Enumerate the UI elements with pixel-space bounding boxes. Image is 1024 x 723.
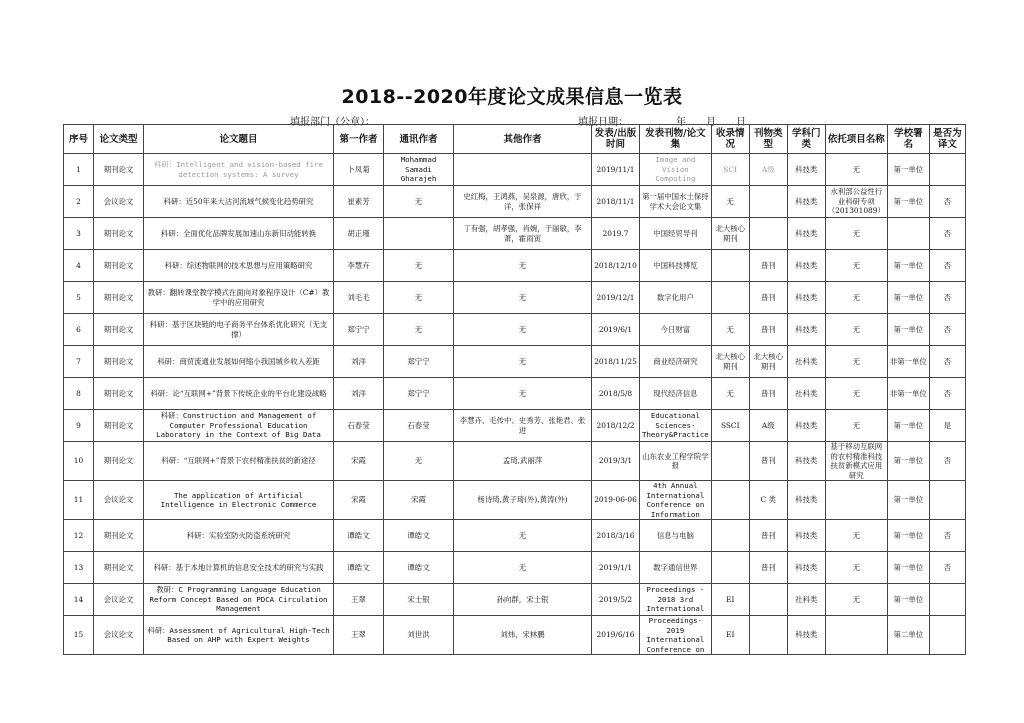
paper-title-cell: 科研：近50年来大沽河流域气候变化趋势研究 (144, 186, 334, 218)
paper-type-cell: 期刊论文 (94, 282, 144, 314)
is-translation-cell: 否 (929, 378, 965, 410)
row-number-cell: 11 (64, 481, 94, 520)
publish-date-cell: 2018/3/16 (592, 520, 640, 552)
corresponding-author-cell: 无 (384, 250, 454, 282)
school-signature-cell (887, 218, 929, 250)
journal-name-cell: 第一届中国水土保持学术大会论文集 (640, 186, 712, 218)
journal-type-cell: 普刊 (749, 442, 787, 481)
subject-category-cell: 科技类 (787, 552, 825, 584)
project-name-cell: 基于移动互联网的农村精准科技扶贫新模式应用研究 (825, 442, 887, 481)
paper-type-cell: 会议论文 (94, 186, 144, 218)
other-authors-cell: 杨诗琦,黄子琦(外),黄涛(外) (454, 481, 592, 520)
corresponding-author-cell: 无 (384, 442, 454, 481)
publish-date-cell: 2019/1/1 (592, 552, 640, 584)
row-number-cell: 1 (64, 154, 94, 186)
column-header: 通讯作者 (384, 125, 454, 154)
column-header: 发表刊物/论文集 (640, 125, 712, 154)
indexing-cell: 无 (711, 314, 749, 346)
school-signature-cell: 第一单位 (887, 186, 929, 218)
header-row (64, 125, 966, 154)
page-title: 2018--2020年度论文成果信息一览表 (341, 86, 683, 108)
journal-name-cell: 数字通信世界 (640, 552, 712, 584)
paper-type-cell: 期刊论文 (94, 346, 144, 378)
subject-category-cell: 科技类 (787, 154, 825, 186)
corresponding-author-cell: 郑宁宁 (384, 378, 454, 410)
paper-title-cell: 科研：基于区块链的电子商务平台体系优化研究（无支撑） (144, 314, 334, 346)
other-authors-cell: 孙向群，宋士银 (454, 584, 592, 616)
other-authors-cell: 孟琦,武丽萍 (454, 442, 592, 481)
journal-name-cell: 中国科技博览 (640, 250, 712, 282)
row-number-cell: 14 (64, 584, 94, 616)
other-authors-cell: 无 (454, 346, 592, 378)
journal-name-cell: 商业经济研究 (640, 346, 712, 378)
column-header: 发表/出版时间 (592, 125, 640, 154)
column-header: 第一作者 (334, 125, 384, 154)
corresponding-author-cell: 无 (384, 186, 454, 218)
column-header: 论文题目 (144, 125, 334, 154)
school-signature-cell: 第一单位 (887, 520, 929, 552)
journal-type-cell: C 类 (749, 481, 787, 520)
paper-type-cell: 会议论文 (94, 616, 144, 655)
school-signature-cell: 第一单位 (887, 552, 929, 584)
publish-date-cell: 2019/6/16 (592, 616, 640, 655)
corresponding-author-cell: 宋霞 (384, 481, 454, 520)
indexing-cell: SSCI (711, 410, 749, 442)
table-row (64, 154, 966, 186)
publish-date-cell: 2019-06-06 (592, 481, 640, 520)
journal-name-cell: Proceedings - 2018 3rd International (640, 584, 712, 616)
is-translation-cell (929, 481, 965, 520)
subject-category-cell: 社科类 (787, 346, 825, 378)
journal-name-cell: 4th Annual International Conference on Information (640, 481, 712, 520)
publish-date-cell: 2018/11/25 (592, 346, 640, 378)
day-label: 日 (736, 117, 746, 128)
journal-type-cell: 普刊 (749, 552, 787, 584)
first-author-cell: 郑宁宁 (334, 314, 384, 346)
journal-name-cell: Educational Sciences-Theory&Practice (640, 410, 712, 442)
paper-type-cell: 期刊论文 (94, 410, 144, 442)
corresponding-author-cell: 石春莹 (384, 410, 454, 442)
other-authors-cell: 无 (454, 378, 592, 410)
paper-type-cell: 期刊论文 (94, 442, 144, 481)
column-header: 论文类型 (94, 125, 144, 154)
indexing-cell: 北大核心期刊 (711, 218, 749, 250)
is-translation-cell: 是 (929, 410, 965, 442)
other-authors-cell: 丁有强，胡孝强，肖婉，于丽敏，李萧，霍雨寅 (454, 218, 592, 250)
month-label: 月 (706, 117, 716, 128)
year-label: 年 (676, 117, 686, 128)
journal-type-cell: A级 (749, 154, 787, 186)
subject-category-cell: 科技类 (787, 218, 825, 250)
subject-category-cell: 科技类 (787, 442, 825, 481)
journal-name-cell: 信息与电脑 (640, 520, 712, 552)
publish-date-cell: 2018/12/10 (592, 250, 640, 282)
paper-title-cell: 科研：论“互联网+”背景下传统企业的平台化建设战略 (144, 378, 334, 410)
first-author-cell: 李慧卉 (334, 250, 384, 282)
paper-title-cell: 科研：商贸流通业发展如何缩小我国城乡收入差距 (144, 346, 334, 378)
row-number-cell: 15 (64, 616, 94, 655)
date-label: 填报日期： (578, 117, 628, 128)
row-number-cell: 2 (64, 186, 94, 218)
first-author-cell: 刘洋 (334, 378, 384, 410)
corresponding-author-cell: 无 (384, 282, 454, 314)
first-author-cell: 卜凤菊 (334, 154, 384, 186)
project-name-cell: 无 (825, 314, 887, 346)
indexing-cell: EI (711, 584, 749, 616)
paper-title-cell: 科研：全面优化品牌发展加速山东新旧动能转换 (144, 218, 334, 250)
journal-type-cell: 普刊 (749, 378, 787, 410)
publish-date-cell: 2019/5/2 (592, 584, 640, 616)
journal-name-cell: Image and Vision Computing (640, 154, 712, 186)
column-header: 是否为译文 (929, 125, 965, 154)
publish-date-cell: 2019/11/1 (592, 154, 640, 186)
first-author-cell: 刘洋 (334, 346, 384, 378)
table-row (64, 584, 966, 616)
other-authors-cell: 刘炜，宋林鹏 (454, 616, 592, 655)
other-authors-cell (454, 154, 592, 186)
row-number-cell: 4 (64, 250, 94, 282)
corresponding-author-cell: 郑宁宁 (384, 346, 454, 378)
table-row (64, 282, 966, 314)
school-signature-cell: 第一单位 (887, 154, 929, 186)
row-number-cell: 9 (64, 410, 94, 442)
indexing-cell (711, 552, 749, 584)
paper-type-cell: 期刊论文 (94, 250, 144, 282)
publish-date-cell: 2019.7 (592, 218, 640, 250)
other-authors-cell: 无 (454, 282, 592, 314)
is-translation-cell: 否 (929, 442, 965, 481)
project-name-cell: 无 (825, 218, 887, 250)
is-translation-cell: 否 (929, 552, 965, 584)
journal-name-cell: Proceedings- 2019 International Conference on (640, 616, 712, 655)
indexing-cell (711, 520, 749, 552)
paper-title-cell: 教研：C Programming Language Education Reform Concept Based on PDCA Circulation Management (144, 584, 334, 616)
table-row (64, 378, 966, 410)
project-name-cell (825, 481, 887, 520)
paper-type-cell: 会议论文 (94, 584, 144, 616)
row-number-cell: 12 (64, 520, 94, 552)
column-header: 依托项目名称 (825, 125, 887, 154)
journal-name-cell: 山东农业工程学院学报 (640, 442, 712, 481)
paper-type-cell: 期刊论文 (94, 552, 144, 584)
other-authors-cell: 无 (454, 250, 592, 282)
publish-date-cell: 2019/6/1 (592, 314, 640, 346)
table-row (64, 442, 966, 481)
school-signature-cell: 第一单位 (887, 250, 929, 282)
school-signature-cell: 第一单位 (887, 314, 929, 346)
publish-date-cell: 2019/12/1 (592, 282, 640, 314)
school-signature-cell: 第一单位 (887, 481, 929, 520)
subject-category-cell: 科技类 (787, 250, 825, 282)
column-header: 其他作者 (454, 125, 592, 154)
is-translation-cell (929, 584, 965, 616)
journal-name-cell: 中国经贸导刊 (640, 218, 712, 250)
corresponding-author-cell: 谭皓文 (384, 520, 454, 552)
subject-category-cell: 科技类 (787, 520, 825, 552)
project-name-cell: 无 (825, 520, 887, 552)
is-translation-cell (929, 154, 965, 186)
other-authors-cell: 无 (454, 314, 592, 346)
row-number-cell: 5 (64, 282, 94, 314)
paper-type-cell: 期刊论文 (94, 314, 144, 346)
paper-title-cell: 科研：基于本地计算机的信息安全技术的研究与实践 (144, 552, 334, 584)
row-number-cell: 7 (64, 346, 94, 378)
paper-title-cell: 科研：Assessment of Agricultural High-Tech Based on AHP with Expert Weights (144, 616, 334, 655)
project-name-cell: 无 (825, 584, 887, 616)
indexing-cell (711, 442, 749, 481)
first-author-cell: 王翠 (334, 616, 384, 655)
table-row (64, 520, 966, 552)
corresponding-author-cell: 宋士银 (384, 584, 454, 616)
row-number-cell: 13 (64, 552, 94, 584)
school-signature-cell: 非第一单位 (887, 346, 929, 378)
paper-title-cell: 教研：翻转课堂教学模式在面向对象程序设计（C#）教学中的应用研究 (144, 282, 334, 314)
table-body (64, 154, 966, 655)
corresponding-author-cell (384, 218, 454, 250)
paper-title-cell: 科研：实验室防火防盗系统研究 (144, 520, 334, 552)
paper-title-cell: 科研：Intelligent and vision-based fire detection systems: A survey (144, 154, 334, 186)
journal-name-cell: 数字化用户 (640, 282, 712, 314)
is-translation-cell: 否 (929, 282, 965, 314)
is-translation-cell: 否 (929, 346, 965, 378)
project-name-cell: 无 (825, 282, 887, 314)
other-authors-cell: 李慧卉、毛传中、史秀芳、张艳君、张进 (454, 410, 592, 442)
journal-type-cell: A级 (749, 410, 787, 442)
school-signature-cell: 第一单位 (887, 282, 929, 314)
project-name-cell: 无 (825, 250, 887, 282)
column-header: 学科门类 (787, 125, 825, 154)
paper-title-cell: 科研：Construction and Management of Computer Professional Education Laboratory in the Context of Big Data (144, 410, 334, 442)
journal-type-cell (749, 584, 787, 616)
row-number-cell: 3 (64, 218, 94, 250)
project-name-cell: 水利部公益性行业科研专项（201301089） (825, 186, 887, 218)
column-header: 刊物类型 (749, 125, 787, 154)
subject-category-cell: 科技类 (787, 186, 825, 218)
first-author-cell: 宋霞 (334, 442, 384, 481)
first-author-cell: 谭皓文 (334, 520, 384, 552)
subject-category-cell: 科技类 (787, 481, 825, 520)
publish-date-cell: 2019/3/1 (592, 442, 640, 481)
column-header: 收录情况 (711, 125, 749, 154)
table-row (64, 552, 966, 584)
first-author-cell: 刘毛毛 (334, 282, 384, 314)
first-author-cell: 石春莹 (334, 410, 384, 442)
table-row (64, 314, 966, 346)
table-row (64, 481, 966, 520)
subject-category-cell: 科技类 (787, 616, 825, 655)
row-number-cell: 10 (64, 442, 94, 481)
is-translation-cell: 否 (929, 314, 965, 346)
dept-label: 填报部门（公章）： (290, 117, 375, 128)
table-row (64, 250, 966, 282)
corresponding-author-cell: Mohammad Samadi Gharajeh (384, 154, 454, 186)
school-signature-cell: 非第一单位 (887, 378, 929, 410)
paper-type-cell: 期刊论文 (94, 218, 144, 250)
results-table (63, 124, 966, 655)
table-row (64, 616, 966, 655)
project-name-cell: 无 (825, 378, 887, 410)
first-author-cell: 胡正瑾 (334, 218, 384, 250)
paper-type-cell: 期刊论文 (94, 378, 144, 410)
column-header: 学校署名 (887, 125, 929, 154)
row-number-cell: 6 (64, 314, 94, 346)
journal-type-cell: 普刊 (749, 314, 787, 346)
first-author-cell: 崔素芳 (334, 186, 384, 218)
is-translation-cell: 否 (929, 250, 965, 282)
publish-date-cell: 2018/12/2 (592, 410, 640, 442)
project-name-cell (825, 616, 887, 655)
journal-type-cell: 普刊 (749, 250, 787, 282)
indexing-cell: 北大核心期刊 (711, 346, 749, 378)
first-author-cell: 王翠 (334, 584, 384, 616)
paper-type-cell: 期刊论文 (94, 154, 144, 186)
school-signature-cell: 第一单位 (887, 584, 929, 616)
corresponding-author-cell: 无 (384, 314, 454, 346)
school-signature-cell: 第一单位 (887, 442, 929, 481)
is-translation-cell: 否 (929, 186, 965, 218)
indexing-cell (711, 250, 749, 282)
first-author-cell: 谭皓文 (334, 552, 384, 584)
journal-name-cell: 今日财富 (640, 314, 712, 346)
school-signature-cell: 第二单位 (887, 616, 929, 655)
corresponding-author-cell: 谭皓文 (384, 552, 454, 584)
journal-type-cell (749, 186, 787, 218)
indexing-cell: 无 (711, 378, 749, 410)
first-author-cell: 宋霞 (334, 481, 384, 520)
subject-category-cell: 科技类 (787, 282, 825, 314)
indexing-cell: 无 (711, 186, 749, 218)
project-name-cell: 无 (825, 346, 887, 378)
is-translation-cell: 否 (929, 520, 965, 552)
journal-type-cell (749, 616, 787, 655)
table-row (64, 218, 966, 250)
project-name-cell: 无 (825, 410, 887, 442)
column-header: 序号 (64, 125, 94, 154)
journal-type-cell: 北大核心期刊 (749, 346, 787, 378)
row-number-cell: 8 (64, 378, 94, 410)
table-row (64, 186, 966, 218)
journal-name-cell: 现代经济信息 (640, 378, 712, 410)
project-name-cell: 无 (825, 552, 887, 584)
indexing-cell: EI (711, 616, 749, 655)
table-row (64, 346, 966, 378)
publish-date-cell: 2018/11/1 (592, 186, 640, 218)
indexing-cell (711, 282, 749, 314)
other-authors-cell: 无 (454, 520, 592, 552)
paper-type-cell: 会议论文 (94, 481, 144, 520)
journal-type-cell (749, 218, 787, 250)
indexing-cell (711, 481, 749, 520)
project-name-cell: 无 (825, 154, 887, 186)
is-translation-cell (929, 616, 965, 655)
subject-category-cell: 科技类 (787, 410, 825, 442)
paper-type-cell: 期刊论文 (94, 520, 144, 552)
publish-date-cell: 2018/5/8 (592, 378, 640, 410)
other-authors-cell: 史红梅，王鸿燕，吴泉源，唐欣，于洋，张保祥 (454, 186, 592, 218)
other-authors-cell: 无 (454, 552, 592, 584)
subject-category-cell: 社科类 (787, 378, 825, 410)
school-signature-cell: 第一单位 (887, 410, 929, 442)
is-translation-cell: 否 (929, 218, 965, 250)
subject-category-cell: 社科类 (787, 584, 825, 616)
corresponding-author-cell: 刘世洪 (384, 616, 454, 655)
indexing-cell: SCI (711, 154, 749, 186)
table-row (64, 410, 966, 442)
paper-title-cell: 科研：“互联网+”背景下农村精准扶贫的新途径 (144, 442, 334, 481)
subject-category-cell: 科技类 (787, 314, 825, 346)
paper-title-cell: 科研：综述物联网的技术思想与应用策略研究 (144, 250, 334, 282)
journal-type-cell: 普刊 (749, 520, 787, 552)
journal-type-cell: 普刊 (749, 282, 787, 314)
paper-title-cell: The application of Artificial Intelligence in Electronic Commerce (144, 481, 334, 520)
